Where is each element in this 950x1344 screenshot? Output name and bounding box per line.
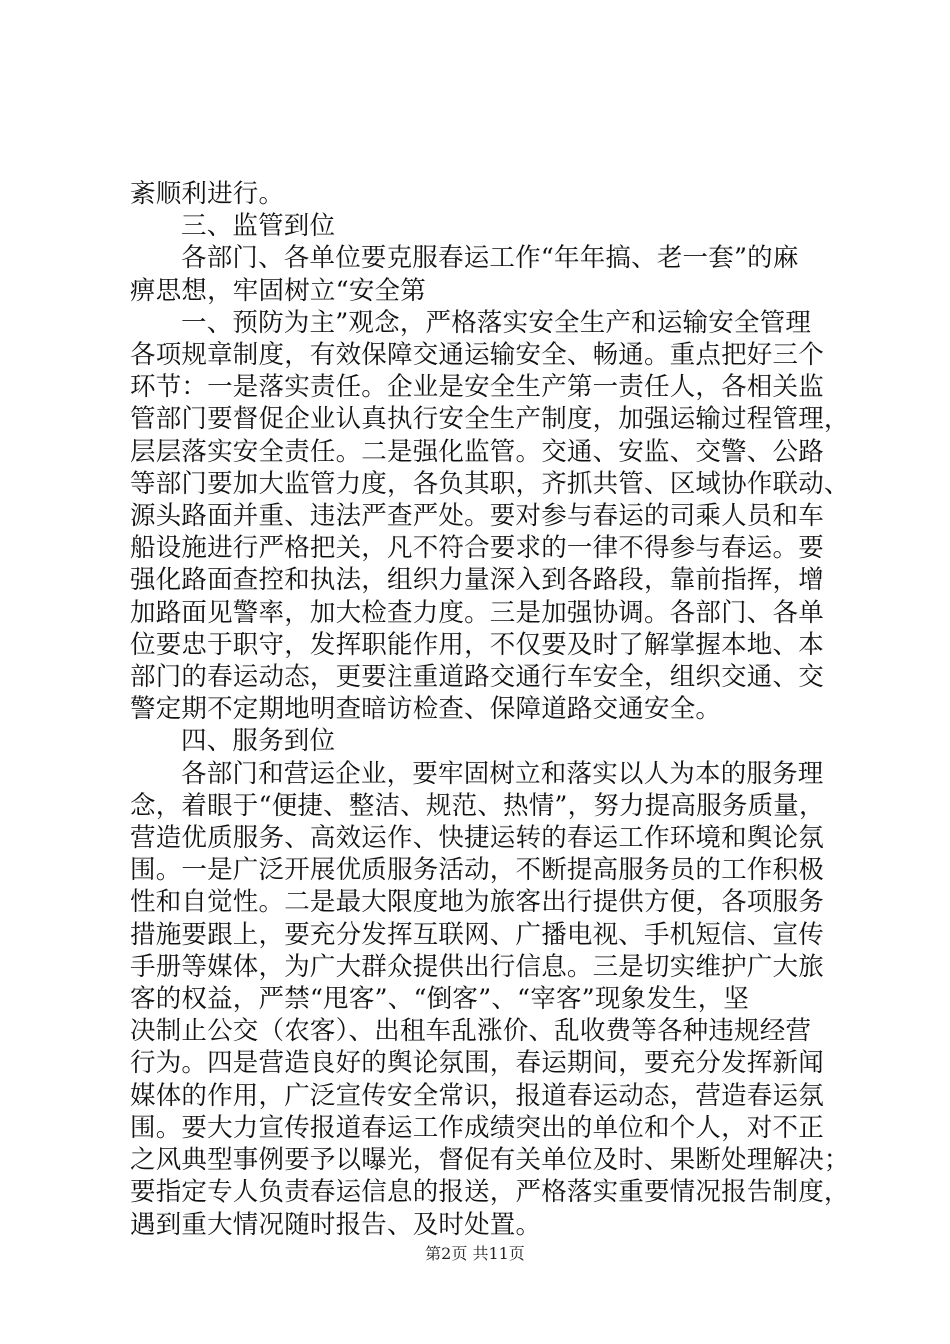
text-line: 遇到重大情况随时报告、及时处置。 xyxy=(130,1209,542,1240)
text-line: 各部门、各单位要克服春运工作“年年搞、老一套”的麻 xyxy=(181,243,799,274)
text-line: 性和自觉性。二是最大限度地为旅客出行提供方便，各项服务 xyxy=(130,887,824,918)
text-line: 部门的春运动态，更要注重道路交通行车安全，组织交通、交 xyxy=(130,662,824,693)
text-line: 等部门要加大监管力度，各负其职，齐抓共管、区域协作联动、 xyxy=(130,468,850,499)
text-line: 一、预防为主”观念，严格落实安全生产和运输安全管理 xyxy=(181,307,812,338)
text-line: 围。一是广泛开展优质服务活动，不断提高服务员的工作积极 xyxy=(130,855,824,886)
text-line: 源头路面并重、违法严查严处。要对参与春运的司乘人员和车 xyxy=(130,501,824,532)
section-heading-supervision: 三、监管到位 xyxy=(181,211,336,242)
section-heading-service: 四、服务到位 xyxy=(181,726,336,757)
text-line: 位要忠于职守，发挥职能作用，不仅要及时了解掌握本地、本 xyxy=(130,629,824,660)
text-line: 念，着眼于“便捷、整洁、规范、热情”，努力提高服务质量， xyxy=(130,790,825,821)
text-line: 手册等媒体，为广大群众提供出行信息。三是切实维护广大旅 xyxy=(130,951,824,982)
text-line: 决制止公交（农客）、出租车乱涨价、乱收费等各种违规经营 xyxy=(130,1016,812,1047)
text-line: 各项规章制度，有效保障交通运输安全、畅通。重点把好三个 xyxy=(130,340,824,371)
text-line: 环节：一是落实责任。企业是安全生产第一责任人，各相关监 xyxy=(130,372,824,403)
text-line: 措施要跟上，要充分发挥互联网、广播电视、手机短信、宣传 xyxy=(130,919,824,950)
document-body xyxy=(130,178,850,1241)
page-number-footer: 第2页 共11页 xyxy=(425,1244,525,1263)
text-line: 客的权益，严禁“甩客”、“倒客”、“宰客”现象发生，坚 xyxy=(130,984,750,1015)
text-line: 要指定专人负责春运信息的报送，严格落实重要情况报告制度， xyxy=(130,1177,850,1208)
text-line: 强化路面查控和执法，组织力量深入到各路段，靠前指挥，增 xyxy=(130,565,824,596)
text-line: 围。要大力宣传报道春运工作成绩突出的单位和个人，对不正 xyxy=(130,1112,824,1143)
text-line: 管部门要督促企业认真执行安全生产制度，加强运输过程管理， xyxy=(130,404,850,435)
text-line: 紊顺利进行。 xyxy=(130,179,285,209)
text-line: 痹思想，牢固树立“安全第 xyxy=(130,275,426,306)
text-line: 营造优质服务、高效运作、快捷运转的春运工作环境和舆论氛 xyxy=(130,823,824,854)
text-line: 之风典型事例要予以曝光，督促有关单位及时、果断处理解决； xyxy=(130,1145,850,1176)
text-line: 媒体的作用，广泛宣传安全常识，报道春运动态，营造春运氛 xyxy=(130,1080,824,1111)
text-line: 加路面见警率，加大检查力度。三是加强协调。各部门、各单 xyxy=(130,597,824,628)
text-line: 各部门和营运企业，要牢固树立和落实以人为本的服务理 xyxy=(181,758,824,789)
text-line: 船设施进行严格把关，凡不符合要求的一律不得参与春运。要 xyxy=(130,533,824,564)
text-line: 层层落实安全责任。二是强化监管。交通、安监、交警、公路 xyxy=(130,436,824,467)
text-line: 行为。四是营造良好的舆论氛围，春运期间，要充分发挥新闻 xyxy=(130,1048,824,1079)
text-line: 警定期不定期地明查暗访检查、保障道路交通安全。 xyxy=(130,694,722,725)
